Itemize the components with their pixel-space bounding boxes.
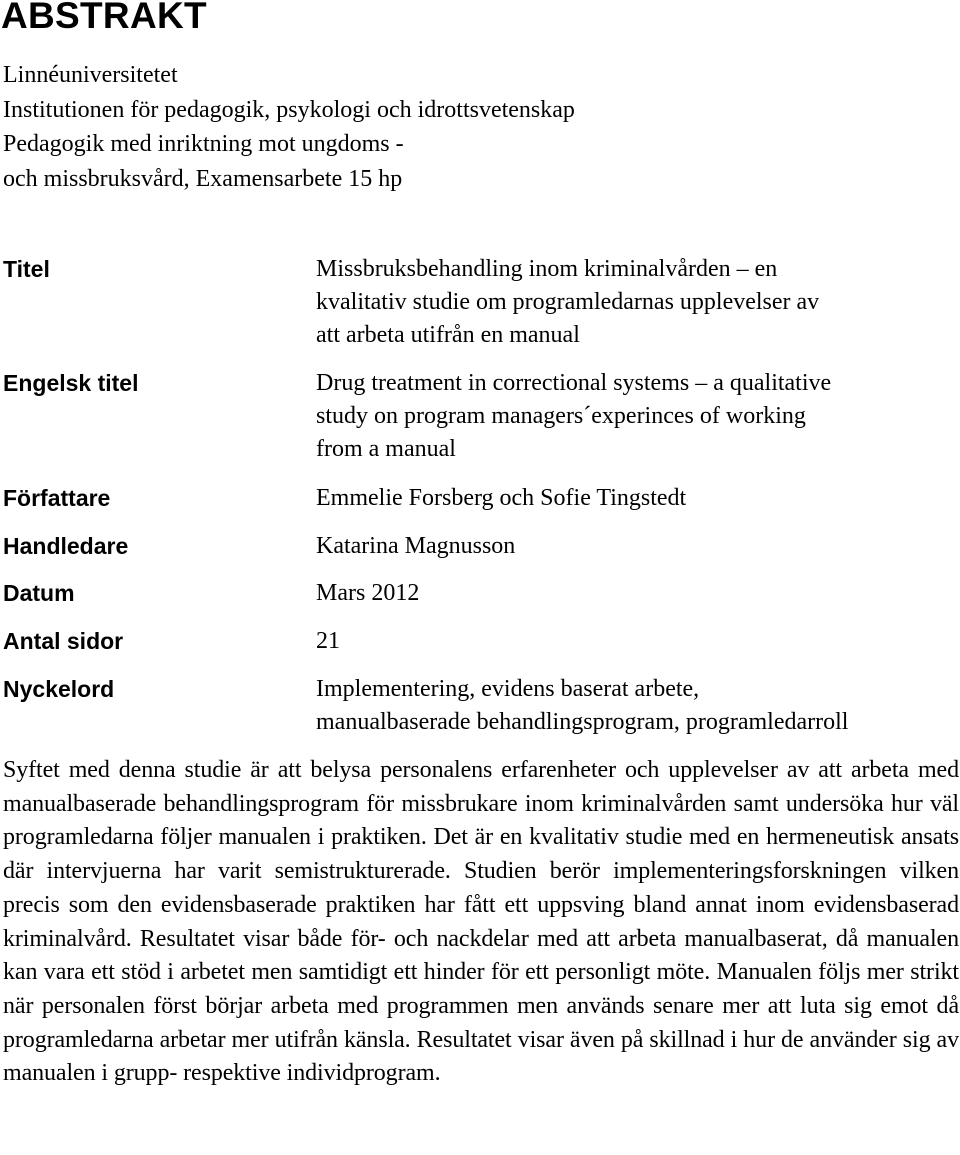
document-heading: ABSTRAKT — [1, 0, 207, 36]
program-line-1: Pedagogik med inriktning mot ungdoms - — [3, 131, 404, 157]
keywords-value — [316, 673, 960, 739]
supervisor-value: Katarina Magnusson — [316, 533, 516, 559]
supervisor-label: Handledare — [3, 533, 129, 559]
pages-value: 21 — [316, 628, 340, 654]
date-value: Mars 2012 — [316, 580, 420, 606]
author-label: Författare — [3, 485, 111, 511]
date-label: Datum — [3, 580, 75, 606]
title-line-3: att arbeta utifrån en manual — [316, 322, 580, 348]
english-title-label: Engelsk titel — [3, 370, 139, 396]
program-line-2: och missbruksvård, Examensarbete 15 hp — [3, 165, 403, 192]
keywords-label: Nyckelord — [3, 676, 115, 702]
title-value — [316, 253, 960, 352]
university-name: Linnéuniversitetet — [3, 62, 178, 88]
abstract-paragraph: Syftet med denna studie är att belysa personalens erfarenheter och upplevelser av att arbeta med manualbaserade behandlingsprogram för missbrukare inom kriminalvården samt undersöka hur väl programledarna följer manualen i praktiken. Det är en kvalitativ studie med en hermeneutisk ansats där intervjuerna har varit semistrukturerade. Studien berör implementeringsforskningen vilken precis som den evidensbaserade praktiken har fått ett uppsving bland annat inom evidensbaserad kriminalvård. Resultatet visar både för- och nackdelar med att arbeta manualbaserat, då manualen kan vara ett stöd i arbetet men samtidigt ett hinder för ett personligt möte. Manualen följs mer strikt när personalen först börjar arbeta med programmen men används senare mer att luta sig emot då programledarna arbetar mer utifrån känsla. Resultatet visar även på skillnad i hur de använder sig av manualen i grupp- respektive individprogram. — [3, 757, 959, 1087]
pages-label: Antal sidor — [3, 628, 124, 654]
english-title-line-3: from a manual — [316, 436, 456, 462]
english-title-line-1: Drug treatment in correctional systems – a qualitative — [316, 370, 832, 396]
department-name: Institutionen för pedagogik, psykologi och idrottsvetenskap — [3, 96, 575, 123]
title-line-2: kvalitativ studie om programledarnas upplevelser av — [316, 289, 820, 315]
keywords-line-1: Implementering, evidens baserat arbete, — [316, 676, 700, 702]
keywords-line-2: manualbaserade behandlingsprogram, programledarroll — [316, 709, 849, 735]
english-title-value — [316, 367, 960, 466]
title-line-1: Missbruksbehandling inom kriminalvården – en — [316, 256, 778, 282]
institution-block — [3, 58, 575, 196]
author-value: Emmelie Forsberg och Sofie Tingstedt — [316, 485, 687, 511]
title-label: Titel — [3, 256, 50, 282]
english-title-line-2: study on program managers´experinces of working — [316, 403, 806, 429]
